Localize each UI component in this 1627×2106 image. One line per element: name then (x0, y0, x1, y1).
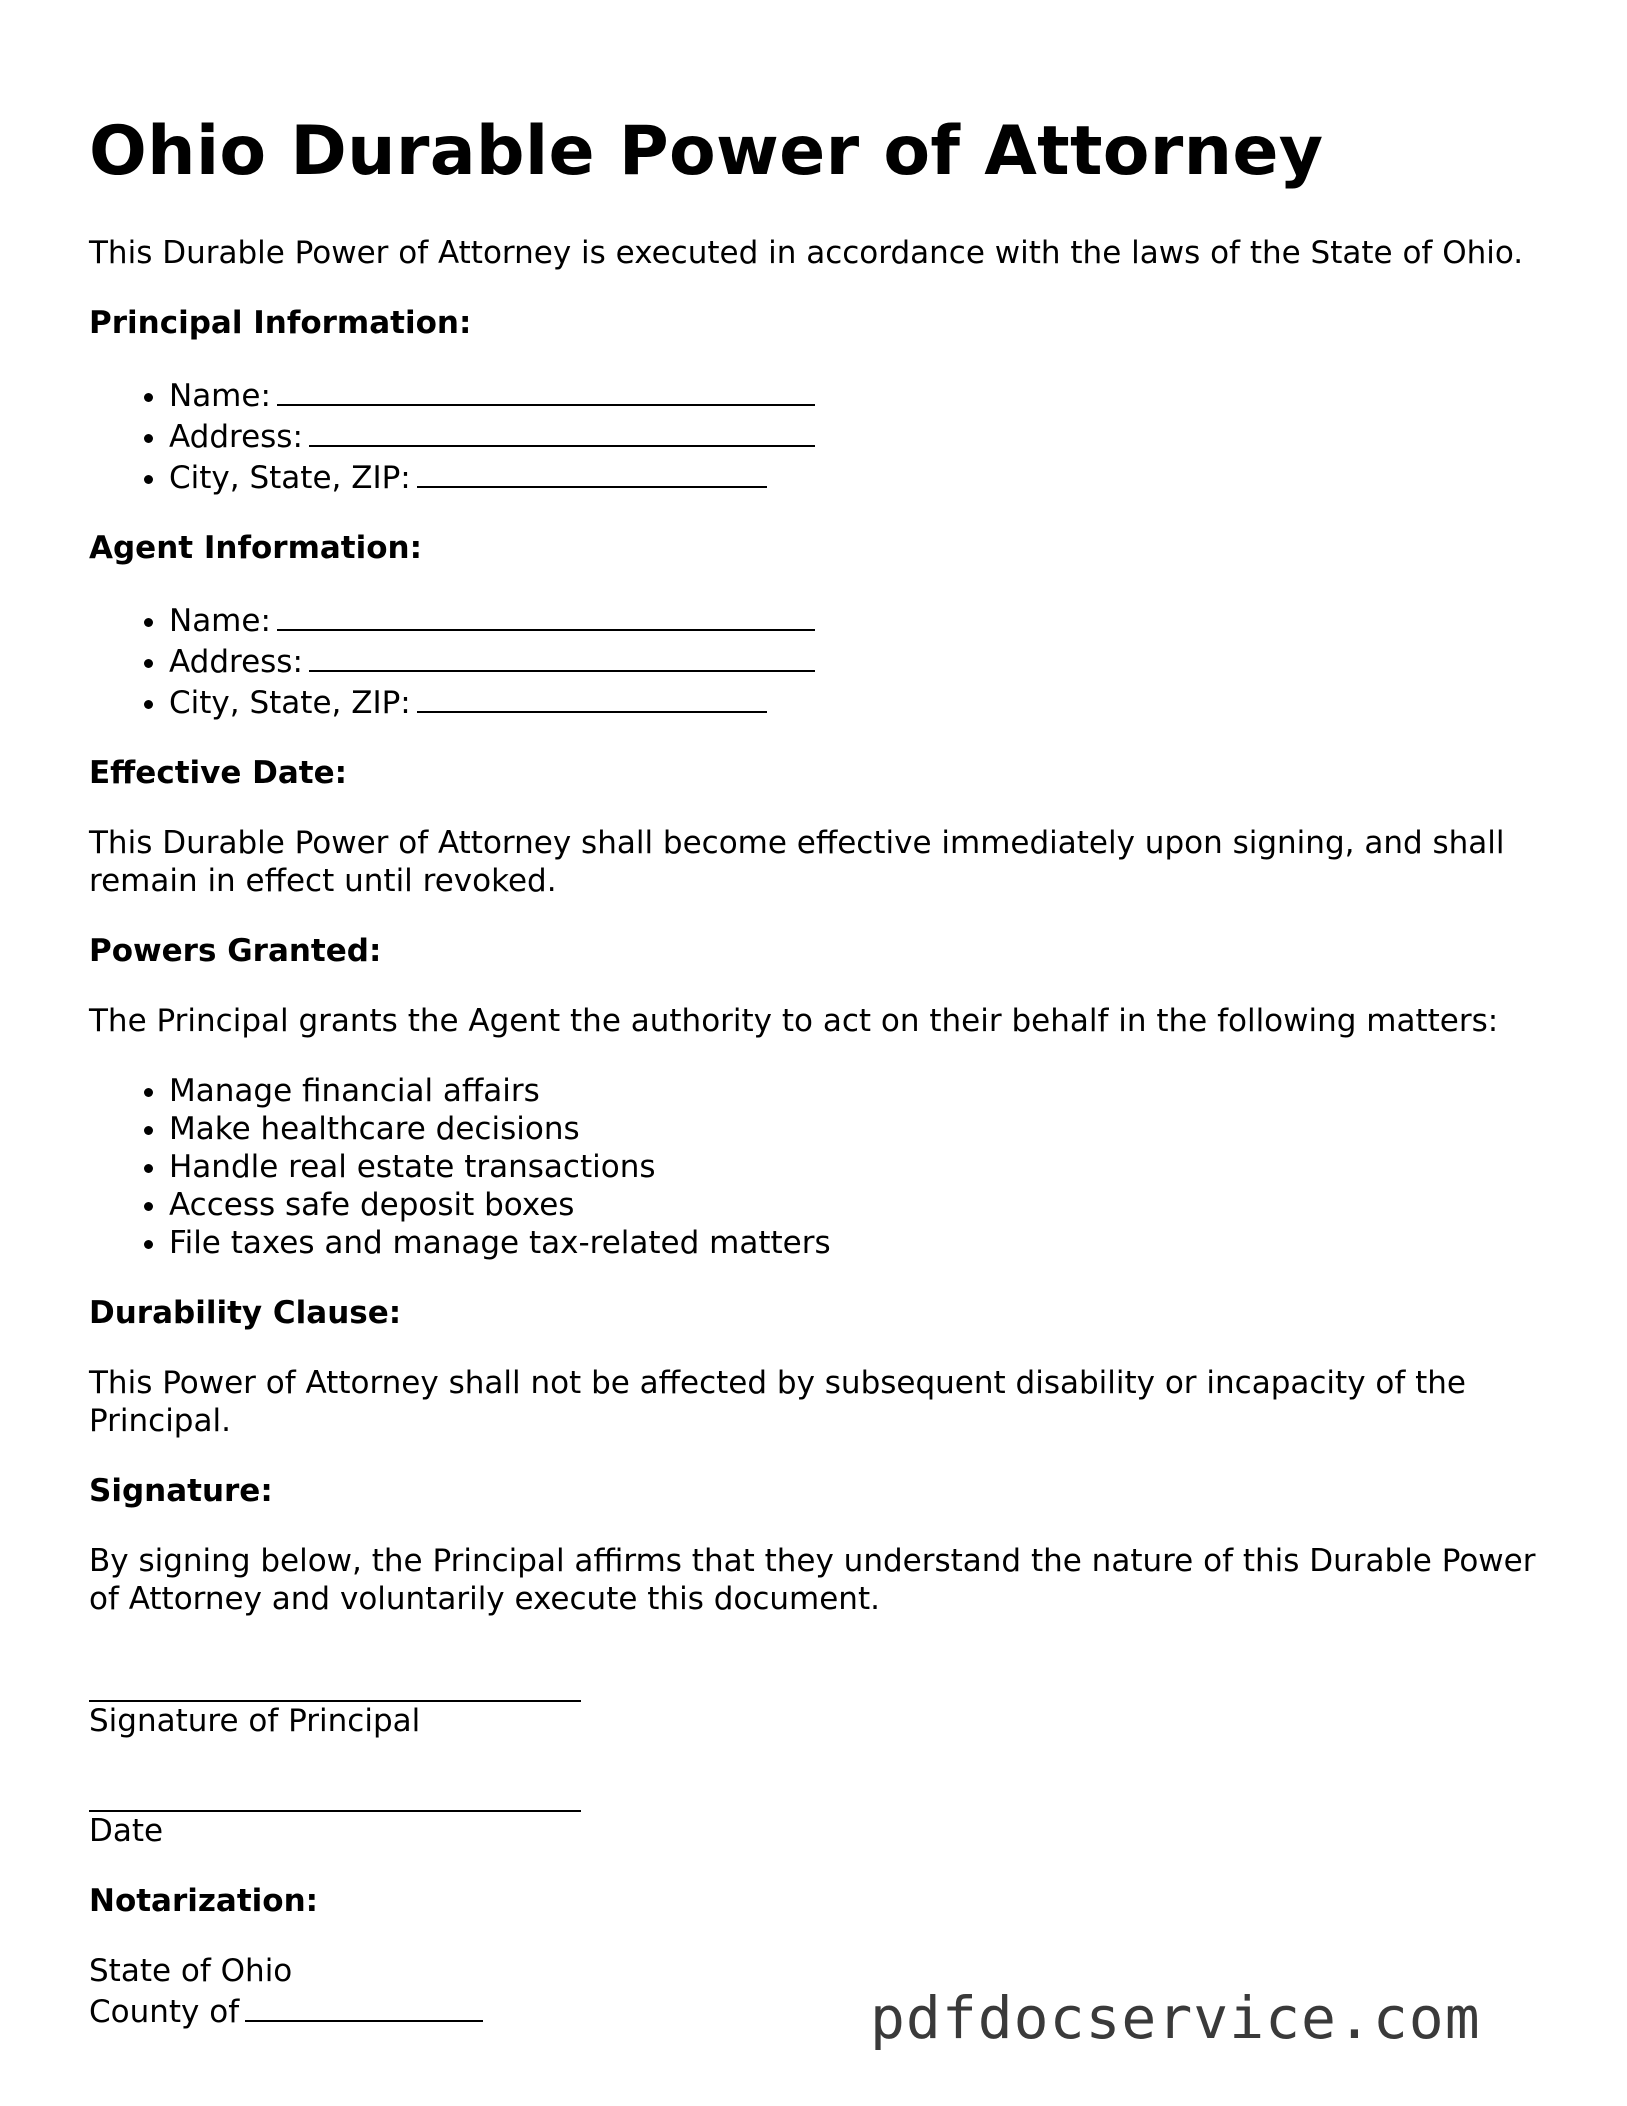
notary-state-line: State of Ohio (89, 1953, 293, 1989)
powers-granted-heading: Powers Granted: (89, 933, 382, 969)
principal-name-field[interactable] (277, 374, 815, 406)
field-label: City, State, ZIP: (169, 460, 411, 496)
principal-name-item (169, 374, 1549, 415)
agent-city-state-zip-item (169, 681, 1549, 722)
power-item: • Make healthcare decisions (169, 1110, 1549, 1148)
agent-info-heading: Agent Information: (89, 530, 422, 566)
field-label: City, State, ZIP: (169, 685, 411, 721)
agent-city-state-zip-field[interactable] (417, 681, 767, 713)
principal-city-state-zip-field[interactable] (417, 456, 767, 488)
principal-info-heading: Principal Information: (89, 305, 472, 341)
signature-heading: Signature: (89, 1473, 273, 1509)
principal-city-state-zip-item (169, 456, 1549, 497)
agent-name-field[interactable] (277, 599, 815, 631)
power-item: • File taxes and manage tax-related matters (169, 1224, 1549, 1262)
field-label: Name: (169, 603, 271, 639)
principal-signature-line[interactable] (89, 1662, 581, 1702)
field-label: Address: (169, 419, 303, 455)
effective-date-paragraph: This Durable Power of Attorney shall become effective immediately upon signing, and shall remain in effect until revoked. (89, 825, 1505, 899)
durability-clause-paragraph: This Power of Attorney shall not be affected by subsequent disability or incapacity of the Principal. (89, 1365, 1467, 1439)
power-item: • Handle real estate transactions (169, 1148, 1549, 1186)
field-label: Name: (169, 378, 271, 414)
agent-info-list (89, 599, 1549, 722)
signature-block (89, 1662, 1549, 1850)
signature-paragraph: By signing below, the Principal affirms that they understand the nature of this Durable Power of Attorney and voluntarily execute this document. (89, 1543, 1536, 1617)
powers-list (89, 1072, 1549, 1262)
signature-date-label: Date (89, 1813, 164, 1849)
document-page (89, 112, 1549, 2031)
field-label: Address: (169, 644, 303, 680)
principal-address-item (169, 415, 1549, 456)
power-item: • Manage financial affairs (169, 1072, 1549, 1110)
principal-signature-label: Signature of Principal (89, 1703, 421, 1739)
powers-intro-paragraph: The Principal grants the Agent the authority to act on their behalf in the following matters: (89, 1003, 1499, 1039)
agent-name-item (169, 599, 1549, 640)
notarization-heading: Notarization: (89, 1883, 319, 1919)
durability-clause-heading: Durability Clause: (89, 1295, 402, 1331)
county-label: County of (89, 1994, 240, 2030)
watermark-text: pdfdocservice.com (870, 1984, 1481, 2052)
agent-address-field[interactable] (309, 640, 815, 672)
principal-info-list (89, 374, 1549, 497)
county-field[interactable] (245, 1990, 483, 2022)
effective-date-heading: Effective Date: (89, 755, 348, 791)
agent-address-item (169, 640, 1549, 681)
principal-address-field[interactable] (309, 415, 815, 447)
intro-paragraph: This Durable Power of Attorney is executed in accordance with the laws of the State of Ohio. (89, 235, 1524, 271)
power-item: • Access safe deposit boxes (169, 1186, 1549, 1224)
signature-date-line[interactable] (89, 1772, 581, 1812)
document-title: Ohio Durable Power of Attorney (89, 112, 1324, 191)
